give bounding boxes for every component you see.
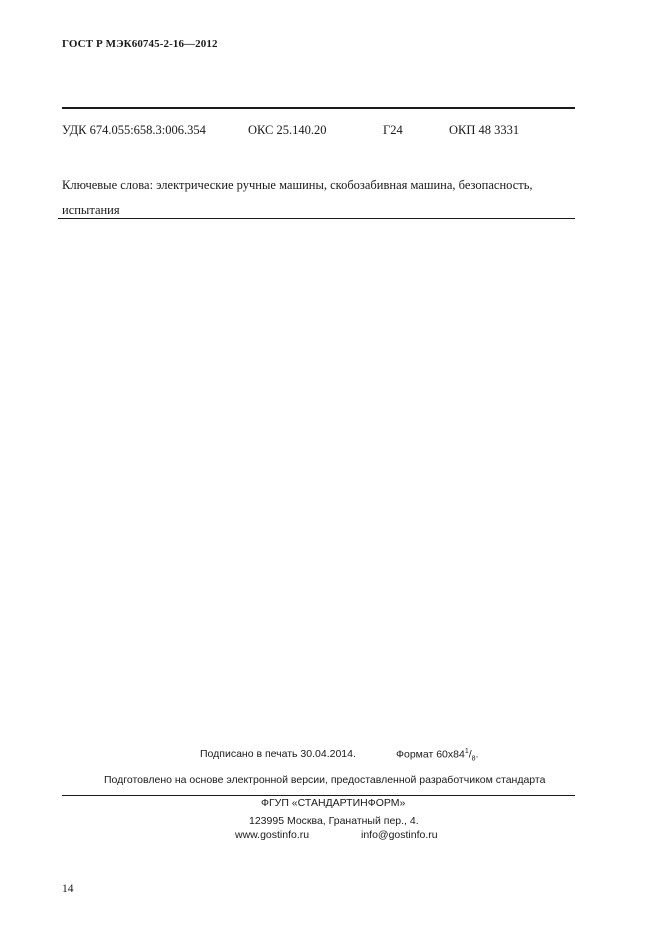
publisher-address: 123995 Москва, Гранатный пер., 4. <box>249 815 419 827</box>
signed-to-print: Подписано в печать 30.04.2014. <box>200 748 356 760</box>
format-suffix: . <box>475 748 479 761</box>
udk-code: УДК 674.055:658.3:006.354 <box>62 123 206 137</box>
format-slash: / <box>468 748 472 761</box>
format-prefix: Формат 60x84 <box>396 748 465 761</box>
prepared-note: Подготовлено на основе электронной версии, предоставленной разработчиком стандарта <box>104 774 546 786</box>
publisher-email: info@gostinfo.ru <box>361 829 438 841</box>
group-code: Г24 <box>383 123 403 137</box>
print-format <box>396 748 478 763</box>
format-numerator: 1 <box>464 748 469 755</box>
keywords-text: Ключевые слова: электрические ручные машины, скобозабивная машина, безопасность, испытания <box>62 178 533 217</box>
publisher-name: ФГУП «СТАНДАРТИНФОРМ» <box>261 797 406 809</box>
keywords-divider <box>62 218 575 219</box>
top-divider <box>62 107 575 109</box>
okp-code: ОКП 48 3331 <box>449 123 520 137</box>
publisher-website: www.gostinfo.ru <box>235 829 310 841</box>
imprint-divider <box>62 795 575 796</box>
format-denominator: 8 <box>471 755 476 763</box>
oks-code: ОКС 25.140.20 <box>248 123 327 137</box>
document-header-title: ГОСТ Р МЭК60745-2-16—2012 <box>62 38 218 50</box>
page-number: 14 <box>62 883 74 895</box>
